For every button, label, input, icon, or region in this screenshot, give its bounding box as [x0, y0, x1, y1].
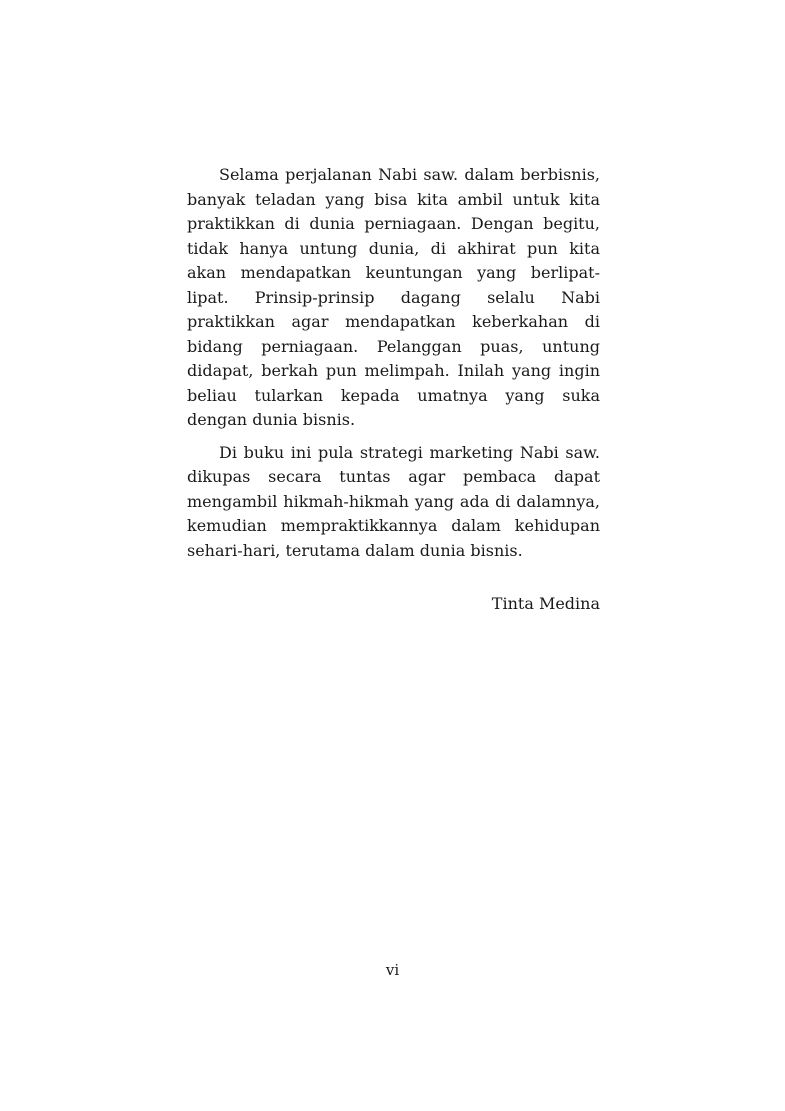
paragraph-2: Di buku ini pula strategi marketing Nabi saw. dikupas secara tuntas agar pembaca dapat mengambil hikmah-hikmah yang ada di dalamnya, kemudian mempraktikkannya dalam kehidupan sehari-hari, terutama dalam dunia bisnis.	[187, 442, 600, 560]
body-text	[187, 163, 600, 571]
author-signature: Tinta Medina	[491, 594, 600, 613]
page-number: vi	[385, 961, 400, 979]
paragraph-1: Selama perjalanan Nabi saw. dalam berbisnis, banyak teladan yang bisa kita ambil untuk kita praktikkan di dunia perniagaan. Dengan begitu, tidak hanya untung dunia, di akhirat pun kita akan mendapatkan keuntungan yang berlipat-lipat. Prinsip-prinsip dagang selalu Nabi praktikkan agar mendapatkan keberkahan di bidang perniagaan. Pelanggan puas, untung didapat, berkah pun melimpah. Inilah yang ingin beliau tularkan kepada umatnya yang suka dengan dunia bisnis.	[187, 165, 600, 429]
